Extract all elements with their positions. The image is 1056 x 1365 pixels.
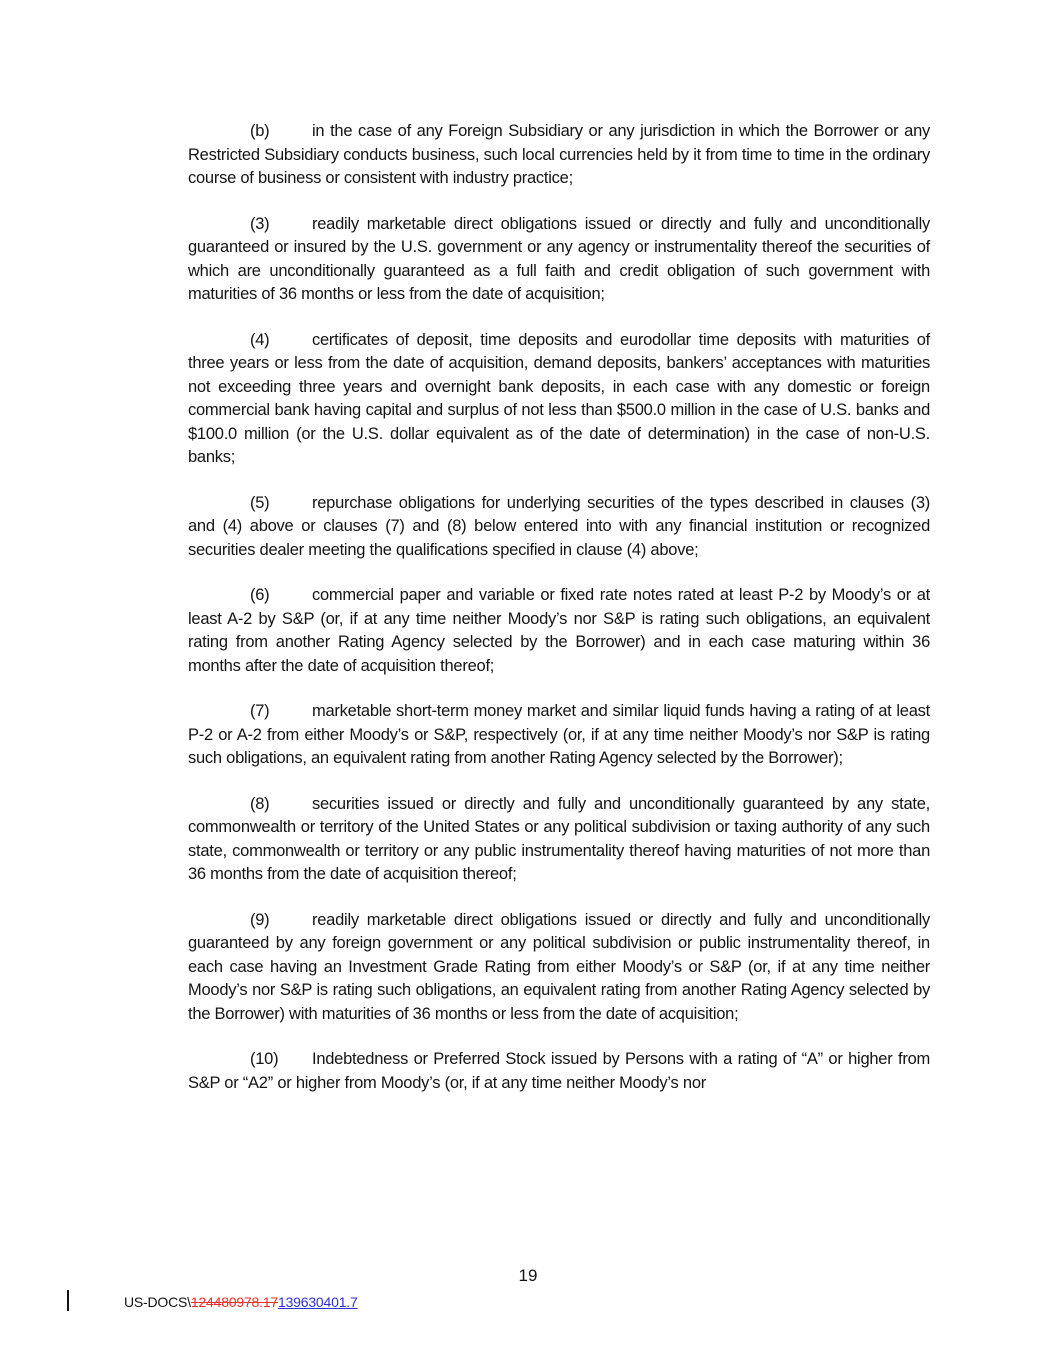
change-bar: [67, 1290, 69, 1311]
clause-number: (10): [250, 1050, 279, 1068]
footer-inserted-id: 139630401.7: [278, 1294, 358, 1310]
clause-number: (7): [250, 702, 270, 720]
paragraph-7: [188, 700, 930, 771]
clause-text: certificates of deposit, time deposits and eurodollar time deposits with maturities of three years or less from the date of acquisition, demand deposits, bankers’ acceptances with maturities not exceeding three years and overnight bank deposits, in each case with any domestic or foreign commercial bank having capital and surplus of not less than $500.0 million in the case of U.S. banks and $100.0 million (or the U.S. dollar equivalent as of the date of determination) in the case of non-U.S. banks;: [188, 330, 930, 466]
document-body: [188, 120, 930, 1117]
clause-text: readily marketable direct obligations issued or directly and fully and unconditionally guaranteed by any foreign government or any political subdivision or public instrumentality thereof, in each case having an Investment Grade Rating from either Moody’s or S&P (or, if at any time neither Moody’s nor S&P is rating such obligations, an equivalent rating from another Rating Agency selected by the Borrower) with maturities of 36 months or less from the date of acquisition;: [188, 910, 930, 1023]
clause-text: commercial paper and variable or fixed rate notes rated at least P-2 by Moody’s or at least A-2 by S&P (or, if at any time neither Moody’s nor S&P is rating such obligations, an equivalent rating from another Rating Agency selected by the Borrower) and in each case maturing within 36 months after the date of acquisition thereof;: [188, 586, 930, 675]
paragraph-10: [188, 1048, 930, 1095]
clause-number: (3): [250, 214, 270, 233]
clause-text: repurchase obligations for underlying securities of the types described in clauses (3) and (4) above or clauses (7) and (8) below entered into with any financial institution or recognized securities dealer meeting the qualifications specified in clause (4) above;: [188, 493, 930, 559]
paragraph-8: [188, 793, 930, 887]
paragraph-9: [188, 909, 930, 1027]
clause-text: securities issued or directly and fully and unconditionally guaranteed by any state, commonwealth or territory of the United States or any political subdivision or taxing authority of any such state, commonwealth or territory or any public instrumentality thereof having maturities of not more than 36 months from the date of acquisition thereof;: [188, 794, 930, 883]
clause-text: readily marketable direct obligations issued or directly and fully and unconditionally guaranteed or insured by the U.S. government or any agency or instrumentality thereof the securities of which are unconditionally guaranteed as a full faith and credit obligation of such government with maturities of 36 months or less from the date of acquisition;: [188, 214, 930, 303]
clause-text: in the case of any Foreign Subsidiary or any jurisdiction in which the Borrower or any Restricted Subsidiary conducts business, such local currencies held by it from time to time in the ordinary course of business or consistent with industry practice;: [188, 122, 930, 187]
footer-docs-prefix: US-DOCS\: [124, 1294, 191, 1310]
page-footer: [124, 1292, 358, 1312]
clause-number: (b): [250, 122, 270, 140]
paragraph-6: [188, 584, 930, 678]
page-number: 19: [518, 1266, 538, 1285]
clause-text: Indebtedness or Preferred Stock issued by Persons with a rating of “A” or higher from S&P or “A2” or higher from Moody’s (or, if at any time neither Moody’s nor: [188, 1050, 930, 1092]
clause-number: (5): [250, 493, 270, 512]
paragraph-4: [188, 329, 930, 470]
paragraph-b: [188, 120, 930, 191]
paragraph-5: [188, 492, 930, 563]
footer-deleted-id: 124480978.17: [190, 1294, 278, 1310]
clause-number: (9): [250, 910, 270, 929]
clause-number: (8): [250, 794, 270, 813]
paragraph-3: [188, 213, 930, 307]
clause-number: (4): [250, 330, 270, 349]
clause-text: marketable short-term money market and similar liquid funds having a rating of at least P-2 or A-2 from either Moody’s or S&P, respectively (or, if at any time neither Moody’s nor S&P is rating such obligations, an equivalent rating from another Rating Agency selected by the Borrower);: [188, 702, 930, 767]
clause-number: (6): [250, 586, 270, 604]
